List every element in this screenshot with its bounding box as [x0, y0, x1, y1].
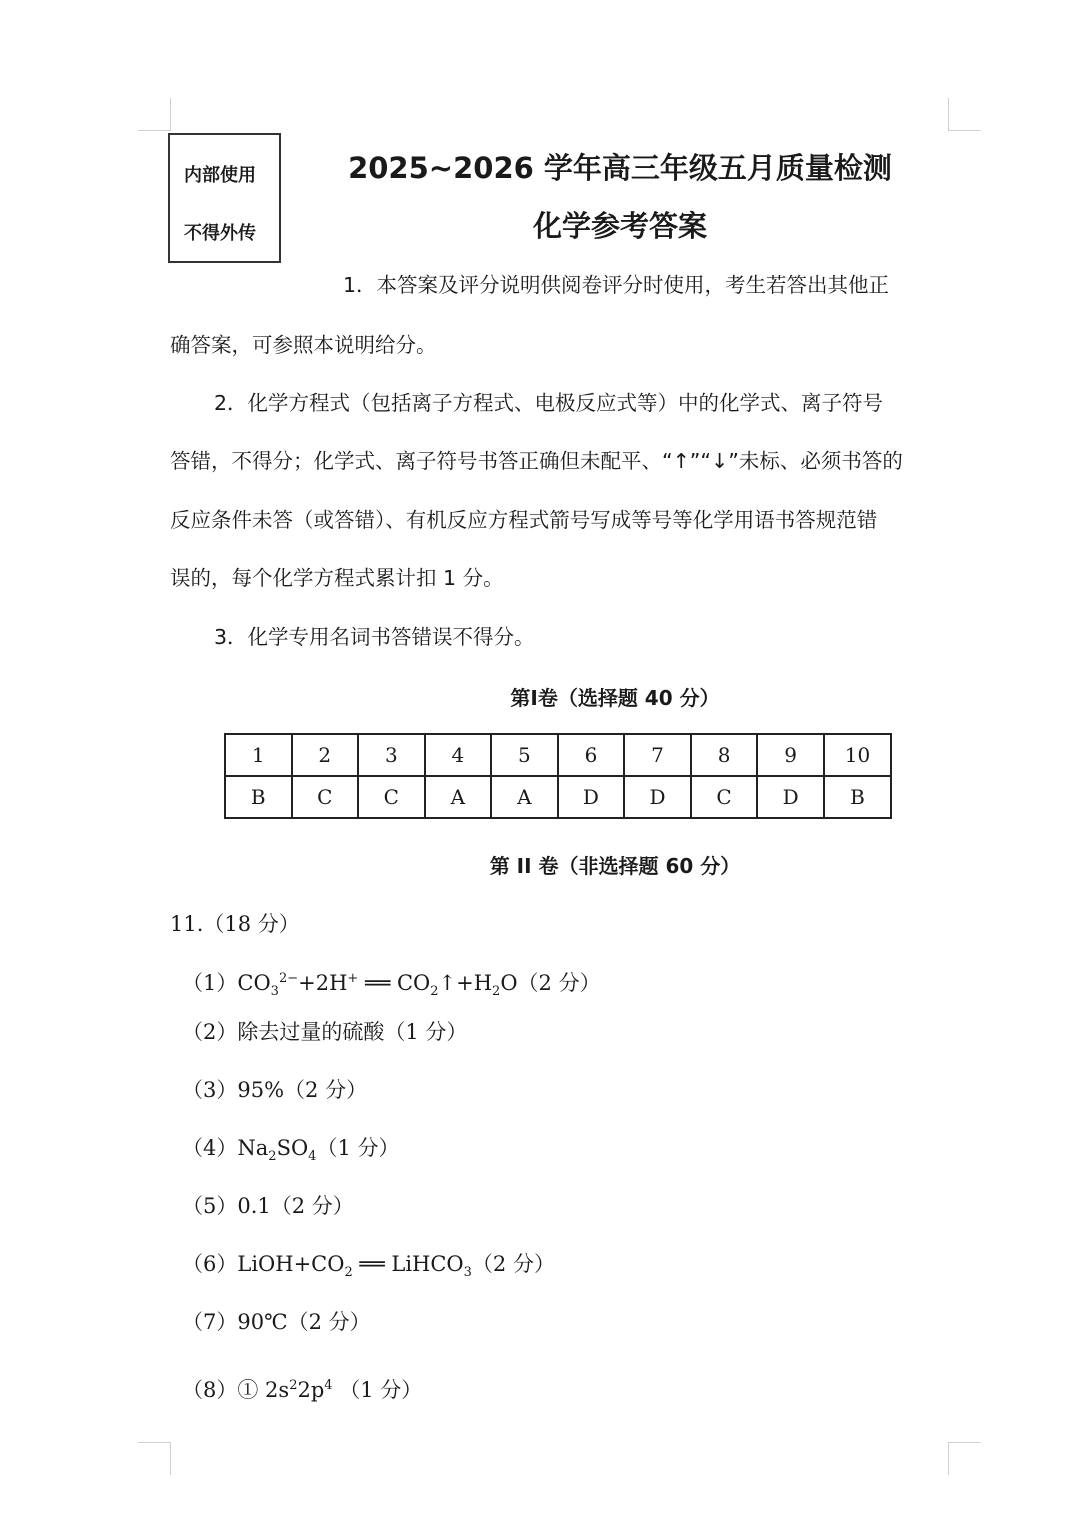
answer-11-4: $(4)Na_2SO_4(1$ 分）	[182, 1136, 400, 1165]
question-number-cell: 6	[558, 734, 625, 776]
answer-cell: D	[757, 776, 824, 818]
answer-11-5: （5）0.1（2 分）	[182, 1194, 354, 1218]
answer-cell: A	[491, 776, 558, 818]
answer-11-2: （2）除去过量的硫酸（1 分）	[182, 1020, 468, 1044]
answer-cell: D	[558, 776, 625, 818]
question-number-cell: 7	[624, 734, 691, 776]
note-2-line-1: 2．化学方程式（包括离子方程式、电极反应式等）中的化学式、离子符号	[214, 391, 884, 415]
answer-cell: B	[824, 776, 891, 818]
answer-11-7: （7）90℃（2 分）	[182, 1310, 371, 1334]
section-1-heading: 第Ⅰ卷（选择题 40 分）	[510, 686, 720, 710]
crop-mark-bottom-left	[138, 1442, 171, 1475]
question-number-cell: 1	[225, 734, 292, 776]
question-11-header: 11.（18 分）	[170, 912, 300, 936]
section-2-heading: 第 II 卷（非选择题 60 分）	[489, 854, 741, 878]
choice-answer-table	[224, 733, 892, 819]
question-number-cell: 4	[425, 734, 492, 776]
note-1-line-2: 确答案，可参照本说明给分。	[170, 333, 437, 357]
answer-row	[225, 776, 891, 818]
answer-cell: B	[225, 776, 292, 818]
answer-11-6: $(6)LiOH+CO_2$ ══ LiHCO$_3$（2 分）	[182, 1252, 555, 1281]
question-number-cell: 10	[824, 734, 891, 776]
question-number-cell: 5	[491, 734, 558, 776]
answer-11-3: （3）95%（2 分）	[182, 1078, 368, 1102]
stamp-line-1: 内部使用	[184, 165, 256, 186]
answer-cell: C	[691, 776, 758, 818]
answer-11-1: $(1)CO_3^{2-}+2H^+$ ══ $CO_2↑+H_2O(2$ 分）	[182, 971, 601, 1000]
answer-cell: D	[624, 776, 691, 818]
question-number-cell: 3	[358, 734, 425, 776]
question-number-cell: 9	[757, 734, 824, 776]
crop-mark-top-right	[948, 98, 981, 131]
answer-cell: A	[425, 776, 492, 818]
question-number-cell: 2	[292, 734, 359, 776]
question-number-cell: 8	[691, 734, 758, 776]
question-number-row	[225, 734, 891, 776]
crop-mark-bottom-right	[948, 1442, 981, 1475]
note-1-line-1: 1．本答案及评分说明供阅卷评分时使用，考生若答出其他正	[343, 273, 890, 297]
note-3: 3．化学专用名词书答错误不得分。	[214, 625, 535, 649]
note-2-line-2: 答错，不得分；化学式、离子符号书答正确但未配平、“↑”“↓”未标、必须书答的	[170, 449, 903, 473]
internal-use-stamp	[168, 133, 281, 263]
note-2-line-3: 反应条件未答（或答错）、有机反应方程式箭号写成等号等化学用语书答规范错	[170, 508, 878, 532]
document-title: 2025~2026 学年高三年级五月质量检测	[348, 151, 892, 185]
note-2-line-4: 误的，每个化学方程式累计扣 1 分。	[170, 566, 504, 590]
document-subtitle: 化学参考答案	[532, 209, 707, 243]
answer-cell: C	[292, 776, 359, 818]
answer-cell: C	[358, 776, 425, 818]
crop-mark-top-left	[138, 98, 171, 131]
answer-11-8: （8）① $2s^22p^4$ （1 分）	[182, 1378, 423, 1402]
stamp-line-2: 不得外传	[184, 223, 256, 244]
